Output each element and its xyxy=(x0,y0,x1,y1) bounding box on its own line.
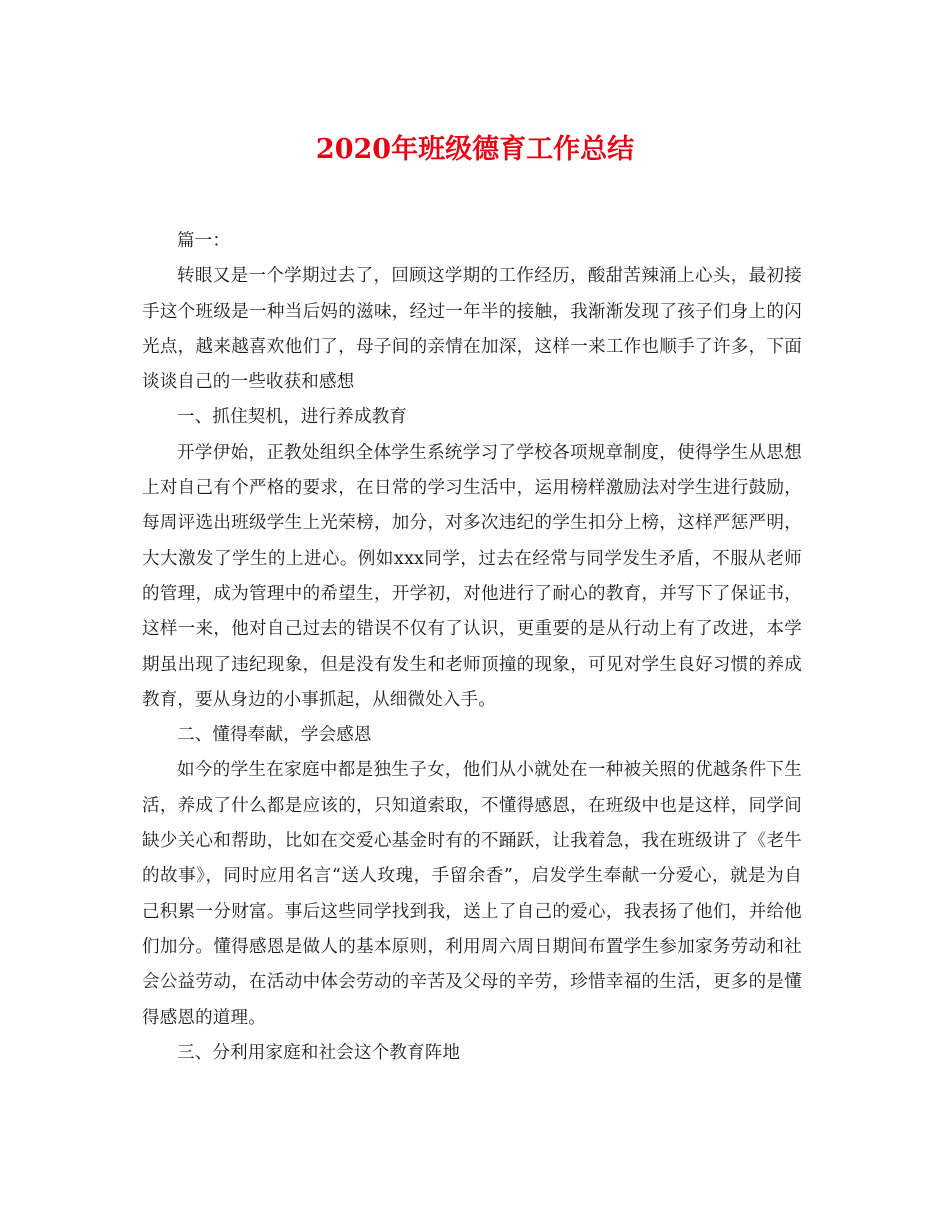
section-heading-1: 一、抓住契机，进行养成教育 xyxy=(177,407,408,428)
section-1-paragraph: 开学伊始，正教处组织全体学生系统学习了学校各项规章制度，使得学生从思想上对自己有个严格的要求，在日常的学习生活中，运用榜样激励法对学生进行鼓励，每周评选出班级学生上光荣榜，加分，对多次违纪的学生扣分上榜，这样严惩严明，大大激发了学生的上进心。例如xxx同学，过去在经常与同学发生矛盾，不服从老师的管理，成为管理中的希望生，开学初，对他进行了耐心的教育，并写下了保证书，这样一来，他对自己过去的错误不仅有了认识，更重要的是从行动上有了改进，本学期虽出现了违纪现象，但是没有发生和老师顶撞的现象，可见对学生良好习惯的养成教育，要从身边的小事抓起，从细微处入手。 xyxy=(142,442,802,710)
section-heading-3: 三、分利用家庭和社会这个教育阵地 xyxy=(177,1042,461,1063)
document-body xyxy=(142,224,802,1071)
section-label: 篇一： xyxy=(177,231,231,251)
section-heading-2: 二、懂得奉献，学会感恩 xyxy=(177,725,372,746)
intro-paragraph: 转眼又是一个学期过去了，回顾这学期的工作经历，酸甜苦辣涌上心头，最初接手这个班级是一种当后妈的滋味，经过一年半的接触，我渐渐发现了孩子们身上的闪光点，越来越喜欢他们了，母子间的亲情在加深，这样一来工作也顺手了许多，下面谈谈自己的一些收获和感想 xyxy=(142,266,802,393)
section-2-paragraph: 如今的学生在家庭中都是独生子女，他们从小就处在一种被关照的优越条件下生活，养成了什么都是应该的，只知道索取，不懂得感恩，在班级中也是这样，同学间缺少关心和帮助，比如在交爱心基金时有的不踊跃，让我着急，我在班级讲了《老牛的故事》，同时应用名言“送人玫瑰，手留余香”，启发学生奉献一分爱心，就是为自己积累一分财富。事后这些同学找到我，送上了自己的爱心，我表扬了他们，并给他们加分。懂得感恩是做人的基本原则，利用周六周日期间布置学生参加家务劳动和社会公益劳动，在活动中体会劳动的辛苦及父母的辛劳，珍惜幸福的生活，更多的是懂得感恩的道理。 xyxy=(142,760,802,1028)
document-title: 2020年班级德育工作总结 xyxy=(315,134,635,165)
